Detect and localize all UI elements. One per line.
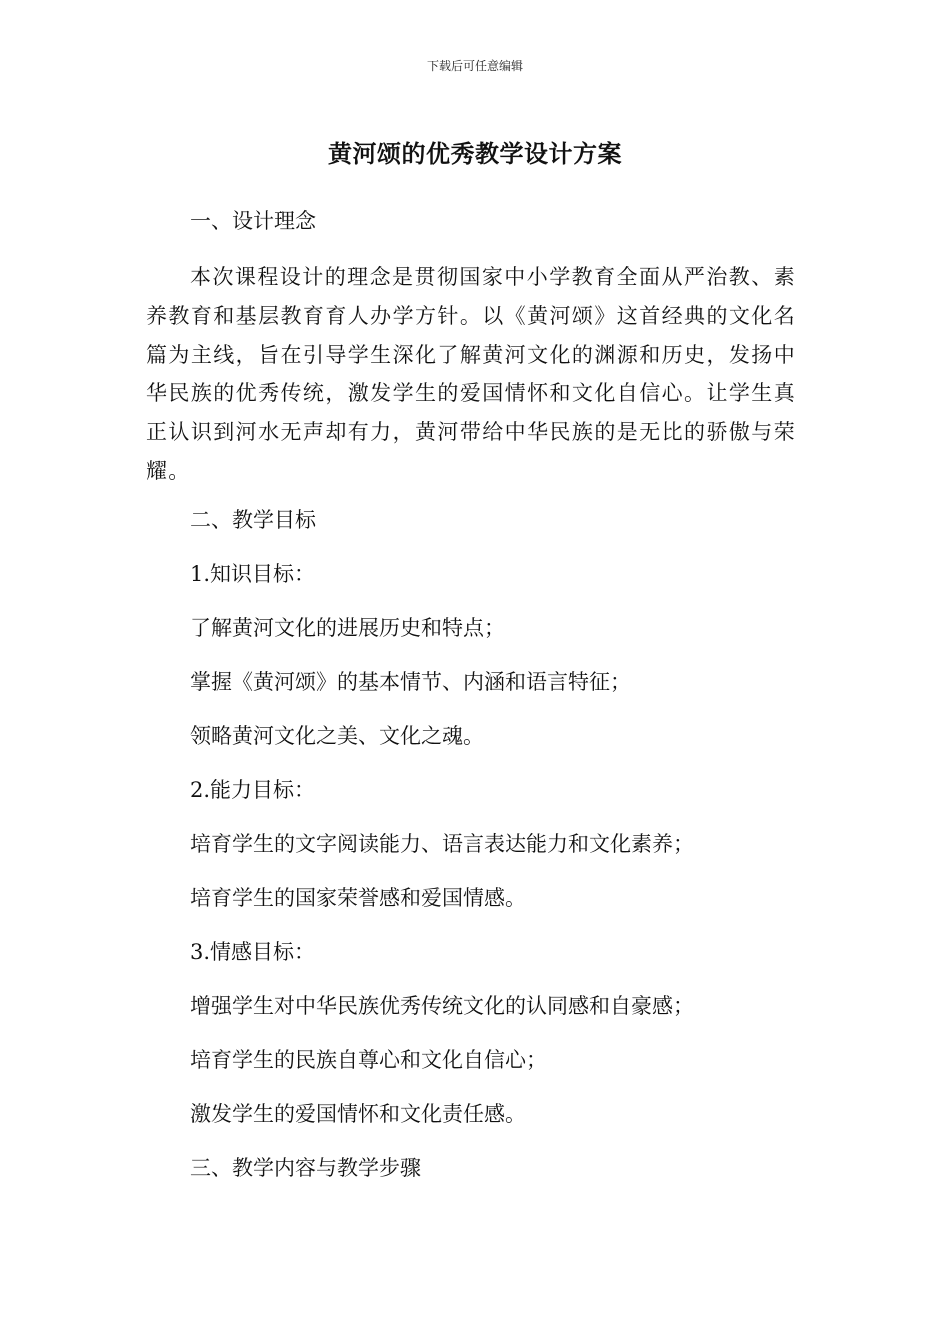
goal-heading-ability: 2.能力目标： (190, 778, 316, 802)
knowledge-goal-item: 领略黄河文化之美、文化之魂。 (190, 724, 484, 748)
goal-heading-knowledge: 1.知识目标： (190, 562, 316, 586)
knowledge-goal-item: 掌握《黄河颂》的基本情节、内涵和语言特征； (190, 670, 631, 694)
document-title: 黄河颂的优秀教学设计方案 (328, 140, 622, 168)
section-heading-content-steps: 三、教学内容与教学步骤 (190, 1156, 421, 1180)
ability-goal-item: 培育学生的国家荣誉感和爱国情感。 (190, 886, 526, 910)
header-note: 下载后可任意编辑 (426, 59, 523, 73)
emotion-goal-item: 激发学生的爱国情怀和文化责任感。 (190, 1102, 526, 1126)
emotion-goal-item: 增强学生对中华民族优秀传统文化的认同感和自豪感； (190, 994, 694, 1018)
section-heading-teaching-goals: 二、教学目标 (190, 508, 316, 532)
ability-goal-item: 培育学生的文字阅读能力、语言表达能力和文化素养； (190, 832, 694, 856)
knowledge-goal-item: 了解黄河文化的进展历史和特点； (190, 616, 505, 640)
section-heading-design-concept: 一、设计理念 (190, 209, 316, 233)
emotion-goal-item: 培育学生的民族自尊心和文化自信心； (190, 1048, 547, 1072)
design-concept-paragraph: 本次课程设计的理念是贯彻国家中小学教育全面从严治教、素养教育和基层教育育人办学方针。以《黄河颂》这首经典的文化名篇为主线，旨在引导学生深化了解黄河文化的渊源和历史，发扬中华民族的优秀传统，激发学生的爱国情怀和文化自信心。让学生真正认识到河水无声却有力，黄河带给中华民族的是无比的骄傲与荣耀。 (146, 265, 796, 483)
goal-heading-emotion: 3.情感目标： (190, 940, 316, 964)
